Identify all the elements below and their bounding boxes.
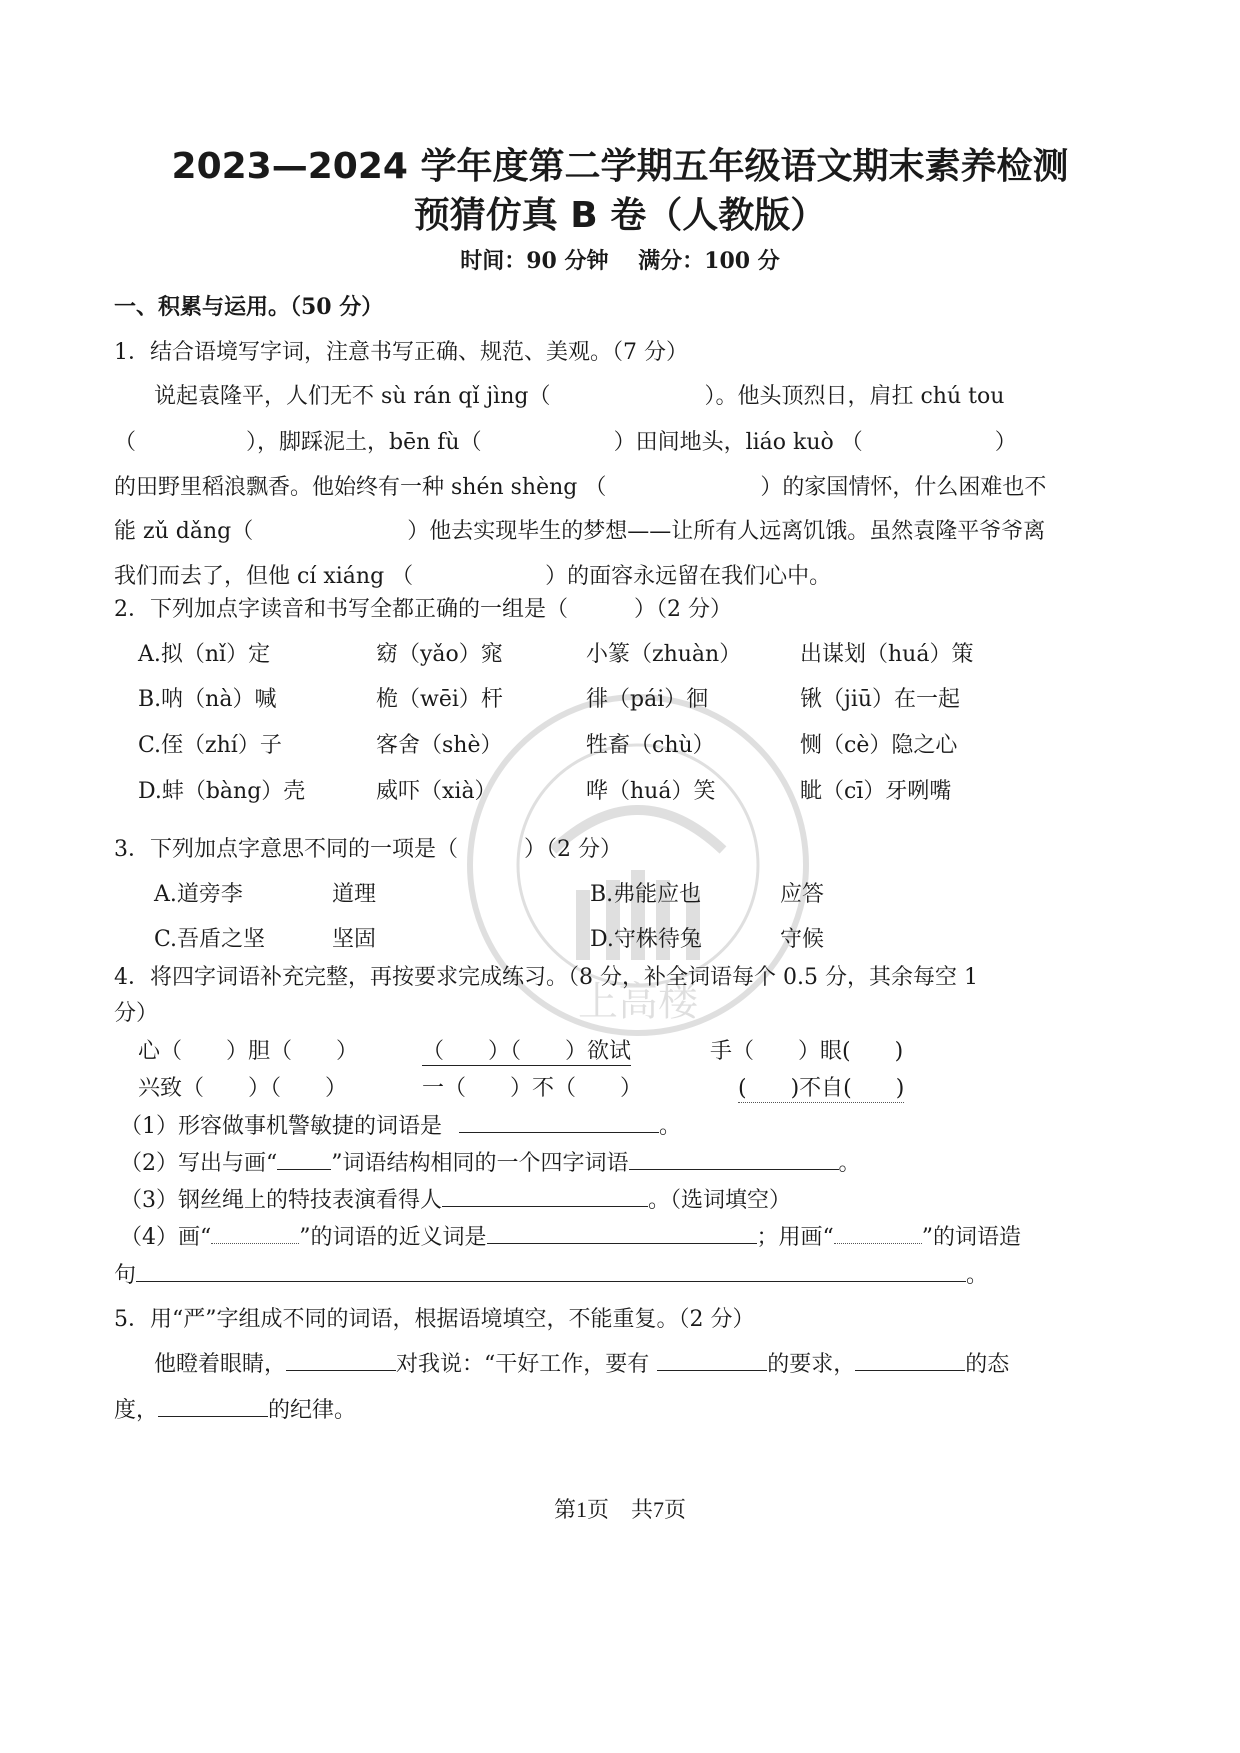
q2-option: 徘（pái）徊 [586,687,709,712]
marker-wavy [834,1221,922,1244]
q5-text-d: 的态 [965,1352,1010,1377]
q2-option: C.侄（zhí）子 [138,733,282,758]
q3-option-c: C.吾盾之坚 [154,927,266,952]
q2-option: 客舍（shè） [376,733,503,758]
q2-option: 威吓（xià） [376,779,497,804]
q4-sub4-text-a: （4）画“ [120,1225,212,1250]
q2-option: D.蚌（bàng）壳 [138,779,306,804]
exam-meta: 时间：90 分钟 满分：100 分 [460,248,780,274]
watermark-text: 上高楼 [578,979,698,1025]
q1-line5: 我们而去了，但他 cí xiáng （ ）的面容永远留在我们心中。 [114,564,832,589]
answer-blank[interactable] [629,1147,839,1170]
q3-option-d: D.守株待兔 [590,927,702,952]
q2-option: B.呐（nà）喊 [138,687,277,712]
page-number: 第1页 共7页 [553,1497,686,1522]
q3-option-a-word: 道理 [332,882,377,907]
q4-stem: 4．将四字词语补充完整，再按要求完成练习。（8 分，补全词语每个 0.5 分，其余每空 1 [114,965,978,990]
q4-sub3 [120,1183,791,1214]
q1-line3: 的田野里稻浪飘香。他始终有一种 shén shèng （ ）的家国情怀，什么困难也不 [114,475,1047,500]
q4-sub4-text-c: ；用画“ [756,1225,834,1250]
q3-option-a: A.道旁李 [154,882,243,907]
q2-option: 桅（wēi）杆 [376,687,503,712]
q2-option: A.拟（nǐ）定 [138,642,271,667]
q4-sub3-text-b: 。（选词填空） [648,1188,792,1213]
q4-sub4-text-b: ”的词语的近义词是 [299,1225,487,1250]
q2-option: 恻（cè）隐之心 [800,733,958,758]
q4-sub4-cont [114,1258,988,1289]
answer-blank[interactable] [442,1184,648,1207]
q1-stem: 1．结合语境写字词，注意书写正确、规范、美观。（7 分） [114,340,688,365]
q2-option: 锹（jiū）在一起 [800,687,961,712]
exam-title: 2023—2024 学年度第二学期五年级语文期末素养检测 [171,146,1069,187]
q4-sub1-end: 。 [659,1114,682,1139]
marker-wavy [211,1221,299,1244]
answer-blank[interactable] [136,1259,966,1282]
answer-blank[interactable] [286,1348,396,1371]
answer-blank[interactable] [158,1394,268,1417]
q4-word-1: 心（ ）胆（ ） [138,1039,359,1064]
q3-option-b: B.弗能应也 [590,882,702,907]
q4-sub2-end: 。 [838,1151,861,1176]
q5-text-c: 的要求， [767,1352,856,1377]
q2-option: 窈（yǎo）窕 [376,642,503,667]
q4-sub2 [120,1146,861,1177]
q4-word-6: ( )不自( ) [738,1071,904,1103]
exam-subtitle: 预猜仿真 B 卷（人教版） [413,195,827,236]
q4-word-5: 一（ ）不（ ） [422,1076,643,1101]
q5-text-f: 的纪律。 [268,1398,357,1423]
q4-word-2: （ ）（ ）欲试 [422,1034,631,1066]
section-heading: 一、积累与运用。（50 分） [114,294,384,320]
q2-option: 出谋划（huá）策 [800,642,974,667]
q5-text-b: 对我说：“干好工作，要有 [396,1352,650,1377]
q5-line1 [154,1347,1009,1378]
q2-option: 眦（cī）牙咧嘴 [800,779,952,804]
marker-underline [277,1147,331,1170]
q4-sub4 [120,1220,1021,1251]
q4-sub3-text-a: （3）钢丝绳上的特技表演看得人 [120,1188,442,1213]
q4-sub1 [120,1109,681,1140]
q5-text-e: 度， [114,1398,159,1423]
q2-option: 小篆（zhuàn） [586,642,742,667]
q4-sub2-text-b: ”词语结构相同的一个四字词语 [331,1151,629,1176]
q2-stem: 2．下列加点字读音和书写全都正确的一组是（ ）（2 分） [114,597,732,622]
q4-sub1-text: （1）形容做事机警敏捷的词语是 [120,1114,442,1139]
q4-word-3: 手（ ）眼( ) [710,1039,904,1064]
q1-line1: 说起袁隆平，人们无不 sù rán qǐ jìng（ ）。他头顶烈日，肩扛 chú tou [154,384,1005,409]
q2-option: 牲畜（chù） [586,733,715,758]
q3-stem: 3．下列加点字意思不同的一项是（ ）（2 分） [114,837,622,862]
q4-sub4-text-d: ”的词语造 [921,1225,1021,1250]
q1-line2: （ ），脚踩泥土，bēn fù（ ）田间地头，liáo kuò （ ） [114,430,1017,455]
q4-stem-cont: 分） [114,1001,159,1026]
q4-sub4-end: 。 [966,1263,989,1288]
q4-sub4-text-e: 句 [114,1263,137,1288]
q1-line4: 能 zǔ dǎng（ ）他去实现毕生的梦想——让所有人远离饥饿。虽然袁隆平爷爷离 [114,519,1046,544]
q2-option: 哗（huá）笑 [586,779,716,804]
q5-line2 [114,1393,356,1424]
q3-option-b-word: 应答 [780,882,825,907]
q4-sub2-text-a: （2）写出与画“ [120,1151,278,1176]
q5-text-a: 他瞪着眼睛， [154,1352,287,1377]
q3-option-d-word: 守候 [780,927,825,952]
answer-blank[interactable] [487,1221,757,1244]
answer-blank[interactable] [855,1348,965,1371]
q5-stem: 5．用“严”字组成不同的词语，根据语境填空，不能重复。（2 分） [114,1307,755,1332]
answer-blank[interactable] [657,1348,767,1371]
q3-option-c-word: 坚固 [332,927,377,952]
answer-blank[interactable] [459,1110,659,1133]
q4-word-4: 兴致（ ）（ ） [138,1076,348,1101]
